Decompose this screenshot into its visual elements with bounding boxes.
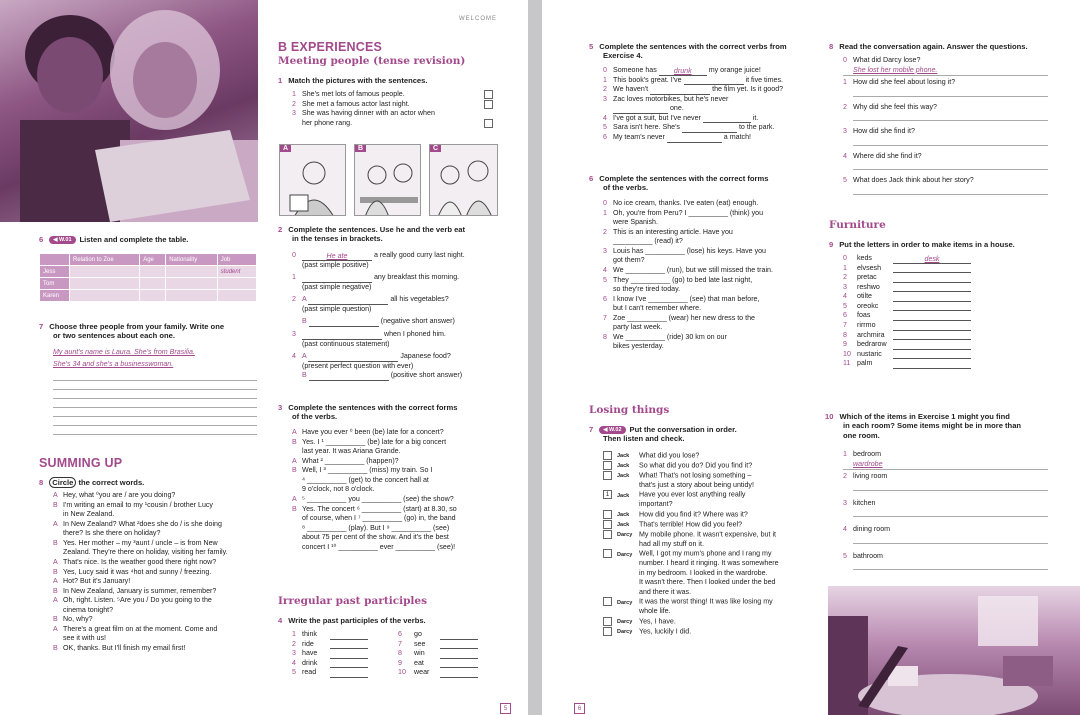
ex1-picture-b: B: [354, 144, 421, 216]
ex10-rooms: 1 bedroom wardrobe 2 living room 3 kitchen 4 dining room 5 bathroom: [843, 450, 1048, 570]
table-row: Karen: [40, 290, 257, 302]
ex7-answer-1: My aunt's name is Laura. She's from Brasilia.: [53, 348, 195, 356]
ex9-items: 0 keds desk 1 elvsesh 2 pretac 3 reshwo 4 otilte 5 oreokc 6 foas 7 rirrmo 8 archmira 9 bedrarow 10 nustaric 11 palm: [843, 254, 971, 369]
ex1-heading: 1 Match the pictures with the sentences.: [278, 76, 428, 85]
col-header: Job: [217, 254, 256, 266]
ex2-heading: 2 Complete the sentences. Use he and the verb eat in the tenses in brackets.: [278, 225, 466, 244]
col-header: Relation to Zoe: [70, 254, 140, 266]
dialogue-line: cinema tonight?: [63, 605, 114, 614]
dialogue-line: A In New Zealand? What ²does she do / is she doing: [53, 519, 222, 528]
ex3-dialogue: A Have you ever ⁰ been (be) late for a concert? B Yes. I ¹ __________ (be) late for a big concert last year. It was Ariana Grande. A What ² __________ (happen)? B Well, I ³ __________ (miss) my train. So I ⁴ __________ (get) to the concert hall at 9 o'clock, not 8 o'clock. A ⁵ __________ you __________ (see) the show? B Yes. The concert ⁶ __________ (start) at 8.30, so of course, when I ⁷ __________ (go) in, the band ⁸ __________ (play). But I ⁹ __________ (see) about 75 per cent of the show. And it's the best concert I ¹⁰ __________ ever __________ (see)!: [292, 428, 457, 551]
ex10-heading: 10 Which of the items in Exercise 1 might you find in each room? Some items might be in more than one room.: [825, 412, 1022, 440]
answer-box[interactable]: [484, 100, 493, 109]
section-b-title: B EXPERIENCES: [278, 40, 383, 54]
dialogue-line: Zealand. They're there on holiday, visiting her family.: [63, 548, 228, 557]
ex5-items: 0 Someone has drunk my orange juice! 1 This book's great. I've it five times. 2 We haven't the film yet. Is it good? 3 Zac loves motorbikes, but he's never one. 4 I've got a suit, but I've never it. 5 Sara isn't here. She's to the park. 6 My team's never a match!: [603, 66, 784, 141]
irregular-title: Irregular past participles: [278, 595, 427, 607]
ex6r-items: 0 No ice cream, thanks. I've eaten (eat) enough. 1 Oh, you're from Peru? I __________ (think) you were Spanish. 2 This is an interesting article. Have you __________ (read) it? 3 Louis has __________ (lose) his keys. Have you got them? 4 We __________ (run), but we still missed the train. 5 They __________ (go) to bed late last night, so they're tired today. 6 I know I've __________ (see) that man before, but I can't remember where. 7 Zoe __________ (wear) her new dress to the party last week. 8 We __________ (ride) 30 km on our bikes yesterday.: [603, 199, 773, 351]
dialogue-line: in New Zealand.: [63, 510, 115, 519]
page-number: 6: [574, 703, 585, 714]
page-header: WELCOME: [459, 16, 498, 22]
dialogue-line: A Hot? But it's January!: [53, 577, 131, 586]
ex7-writing-lines[interactable]: [53, 372, 257, 435]
col-header: Nationality: [166, 254, 218, 266]
ex7r-conversation: Jack What did you lose? Jack So what did you do? Did you find it? Jack What! That's not losing something – that's just a story about being untidy! 1 Jack Have you ever lost anything really important? Jack How did you find it? Where was it? Jack That's terrible! How did you feel? Darcy My mobile phone. It wasn't expensive, but it had all my stuff on it. Darcy Well, I got my mum's phone and I rang my number. I heard it ringing. It was somewhere in my bedroom. I looked in the wardrobe. It wasn't there. Then I looked under the bed and there it was. Darcy It was the worst thing! It was like losing my whole life. Darcy Yes, I have. Darcy Yes, luckily I did.: [603, 451, 779, 637]
teens-laptop-photo: [0, 0, 258, 222]
ex4-col1: 1 think 2 ride 3 have 4 drink 5 read: [292, 630, 368, 678]
ex8-heading: 8 Circle the correct words.: [39, 478, 145, 487]
section-b-subtitle: Meeting people (tense revision): [278, 55, 466, 67]
ex3-heading: 3 Complete the sentences with the correct forms of the verbs.: [278, 403, 458, 422]
dialogue-line: there? Is she there on holiday?: [63, 529, 161, 538]
photo-illustration: [0, 0, 258, 222]
ex5-heading: 5 Complete the sentences with the correct verbs from Exercise 4.: [589, 42, 787, 61]
ex1-picture-c: C: [429, 144, 498, 216]
answer-box[interactable]: [484, 90, 493, 99]
ex4-heading: 4 Write the past participles of the verbs.: [278, 616, 426, 625]
ex8r-items: 0 What did Darcy lose? She lost her mobile phone. 1 How did she feel about losing it? 2 Why did she feel this way? 3 How did she find it? 4 Where did she find it? 5 What does Jack think about her story?: [843, 56, 1048, 195]
summing-up-title: SUMMING UP: [39, 456, 123, 470]
ex6-table: [39, 253, 257, 302]
ex8-dialogue: [53, 491, 228, 654]
ex9-heading: 9 Put the letters in order to make items in a house.: [829, 240, 1015, 249]
dialogue-line: B OK, thanks. But I'll finish my email first!: [53, 644, 186, 652]
dialogue-line: B Yes, Lucy said it was ⁴hot and sunny / freezing.: [53, 567, 212, 576]
ex6r-heading: 6 Complete the sentences with the correct forms of the verbs.: [589, 174, 769, 193]
audio-icon[interactable]: ◀ W.02: [599, 426, 625, 435]
ex8r-heading: 8 Read the conversation again. Answer the questions.: [829, 42, 1028, 51]
col-header: Age: [140, 254, 166, 266]
dialogue-line: A Oh, right. Listen. ⁵Are you / Do you going to the: [53, 596, 212, 605]
ex7-answer-2: She's 34 and she's a businesswoman.: [53, 360, 174, 368]
messy-bedroom-photo: [828, 586, 1080, 715]
dialogue-line: A There's a great film on at the moment. Come and: [53, 624, 218, 633]
ex2-items: 0 He ate a really good curry last night. (past simple positive) 1 any breakfast this morning. (past simple negative) 2 A all his vegetables? (past simple question) B (negative short answer) 3 when I phoned him. (past continuous statement) 4 A Japanese food? (present perfect question with ever) B (positive short answer): [292, 251, 465, 380]
ex1-items: 1 She's met lots of famous people. 2 She met a famous actor last night. 3 She was having dinner with an actor when her phone rang.: [292, 90, 498, 128]
answer-box[interactable]: [484, 119, 493, 128]
audio-icon[interactable]: ◀ W.01: [49, 236, 75, 245]
ex4-col2: 6 go 7 see 8 win 9 eat 10 wear: [398, 630, 478, 678]
dialogue-line: A Hey, what ⁰you are / are you doing?: [53, 491, 176, 499]
page-number: 5: [500, 703, 511, 714]
left-page: [0, 0, 528, 715]
dialogue-line: B No, why?: [53, 615, 93, 624]
ex1-picture-a: A: [279, 144, 346, 216]
ex7-heading: 7 Choose three people from your family. Write one or two sentences about each one.: [39, 322, 225, 341]
dialogue-line: B Yes. Her mother – my ³aunt / uncle – is from New: [53, 538, 218, 547]
losing-title: Losing things: [589, 404, 670, 416]
right-page: [542, 0, 1080, 715]
dialogue-line: A That's nice. Is the weather good there right now?: [53, 557, 217, 566]
dialogue-line: B I'm writing an email to my ¹cousin / brother Lucy: [53, 500, 213, 509]
dialogue-line: see it with us!: [63, 634, 106, 643]
ex6-heading: 6 ◀ W.01 Listen and complete the table.: [39, 235, 189, 244]
ex7r-heading: 7 ◀ W.02 Put the conversation in order. Then listen and check.: [589, 425, 737, 444]
dialogue-line: B In New Zealand, January is summer, remember?: [53, 586, 217, 595]
furniture-title: Furniture: [829, 219, 886, 231]
table-row: Jess student: [40, 266, 257, 278]
table-row: Tom: [40, 278, 257, 290]
